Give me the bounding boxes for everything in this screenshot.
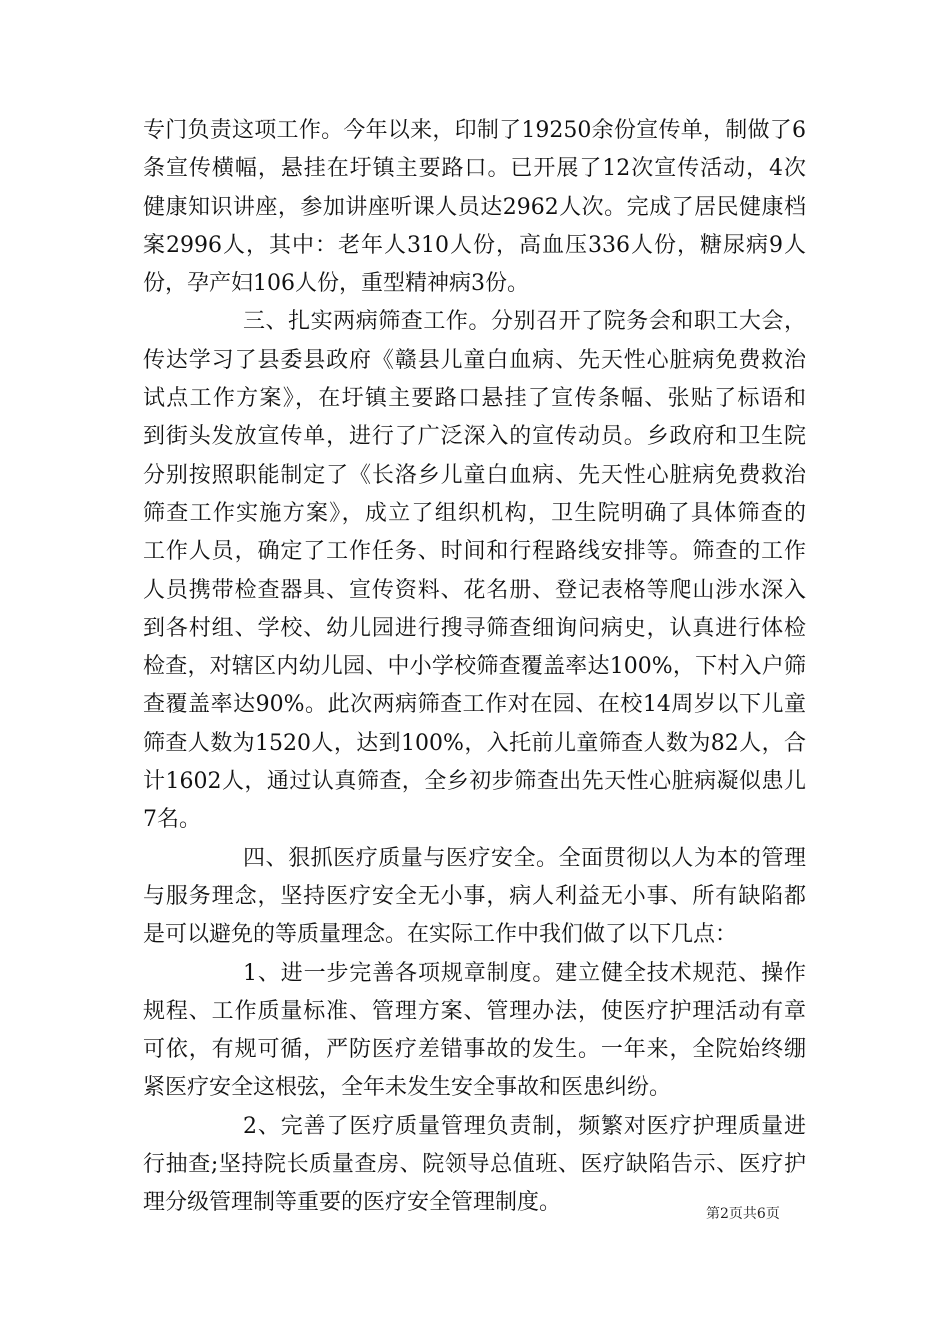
text-line: 三、扎实两病筛查工作。分别召开了院务会和职工大会， (243, 309, 806, 335)
text-line: 案2996人，其中：老年人310人份，高血压336人份，糖尿病9人 (143, 232, 806, 258)
text-line: 与服务理念，坚持医疗安全无小事，病人利益无小事、所有缺陷都 (143, 883, 806, 909)
text-line: 工作人员，确定了工作任务、时间和行程路线安排等。筛查的工作 (143, 539, 806, 565)
text-line: 行抽查;坚持院长质量查房、院领导总值班、医疗缺陷告示、医疗护 (143, 1152, 806, 1178)
text-line: 计1602人，通过认真筛查，全乡初步筛查出先天性心脏病凝似患儿 (143, 769, 806, 795)
text-line: 试点工作方案》，在圩镇主要路口悬挂了宣传条幅、张贴了标语和 (143, 386, 806, 412)
text-line: 人员携带检查器具、宣传资料、花名册、登记表格等爬山涉水深入 (143, 577, 806, 603)
text-line: 理分级管理制等重要的医疗安全管理制度。 (143, 1190, 562, 1216)
text-line: 筛查工作实施方案》，成立了组织机构，卫生院明确了具体筛查的 (143, 500, 806, 526)
text-line: 7名。 (143, 807, 201, 833)
text-line: 筛查人数为1520人，达到100%，入托前儿童筛查人数为82人，合 (143, 730, 806, 756)
text-line: 是可以避免的等质量理念。在实际工作中我们做了以下几点： (143, 922, 738, 948)
text-line: 紧医疗安全这根弦，全年未发生安全事故和医患纠纷。 (143, 1075, 672, 1101)
text-line: 四、狠抓医疗质量与医疗安全。全面贯彻以人为本的管理 (243, 845, 806, 871)
text-line: 传达学习了县委县政府《赣县儿童白血病、先天性心脏病免费救治 (143, 347, 806, 373)
document-body (143, 112, 806, 1223)
text-line: 分别按照职能制定了《长洛乡儿童白血病、先天性心脏病免费救治 (143, 462, 806, 488)
text-line: 到各村组、学校、幼儿园进行搜寻筛查细询问病史，认真进行体检 (143, 615, 806, 641)
text-line: 健康知识讲座，参加讲座听课人员达2962人次。完成了居民健康档 (143, 194, 806, 220)
text-line: 1、进一步完善各项规章制度。建立健全技术规范、操作 (243, 960, 806, 986)
text-line: 份，孕产妇106人份，重型精神病3份。 (143, 271, 529, 297)
text-line: 2、完善了医疗质量管理负责制，频繁对医疗护理质量进 (243, 1113, 806, 1139)
text-line: 专门负责这项工作。今年以来，印制了19250余份宣传单，制做了6 (143, 118, 806, 143)
text-line: 规程、工作质量标准、管理方案、管理办法，使医疗护理活动有章 (143, 998, 806, 1024)
text-line: 可依，有规可循，严防医疗差错事故的发生。一年来，全院始终绷 (143, 1037, 806, 1063)
text-line: 条宣传横幅，悬挂在圩镇主要路口。已开展了12次宣传活动，4次 (143, 156, 806, 182)
text-line: 到街头发放宣传单，进行了广泛深入的宣传动员。乡政府和卫生院 (143, 424, 806, 450)
page-number: 第2页共6页 (706, 1206, 780, 1222)
text-line: 检查，对辖区内幼儿园、中小学校筛查覆盖率达100%，下村入户筛 (143, 654, 806, 680)
text-line: 查覆盖率达90%。此次两病筛查工作对在园、在校14周岁以下儿童 (143, 692, 806, 718)
